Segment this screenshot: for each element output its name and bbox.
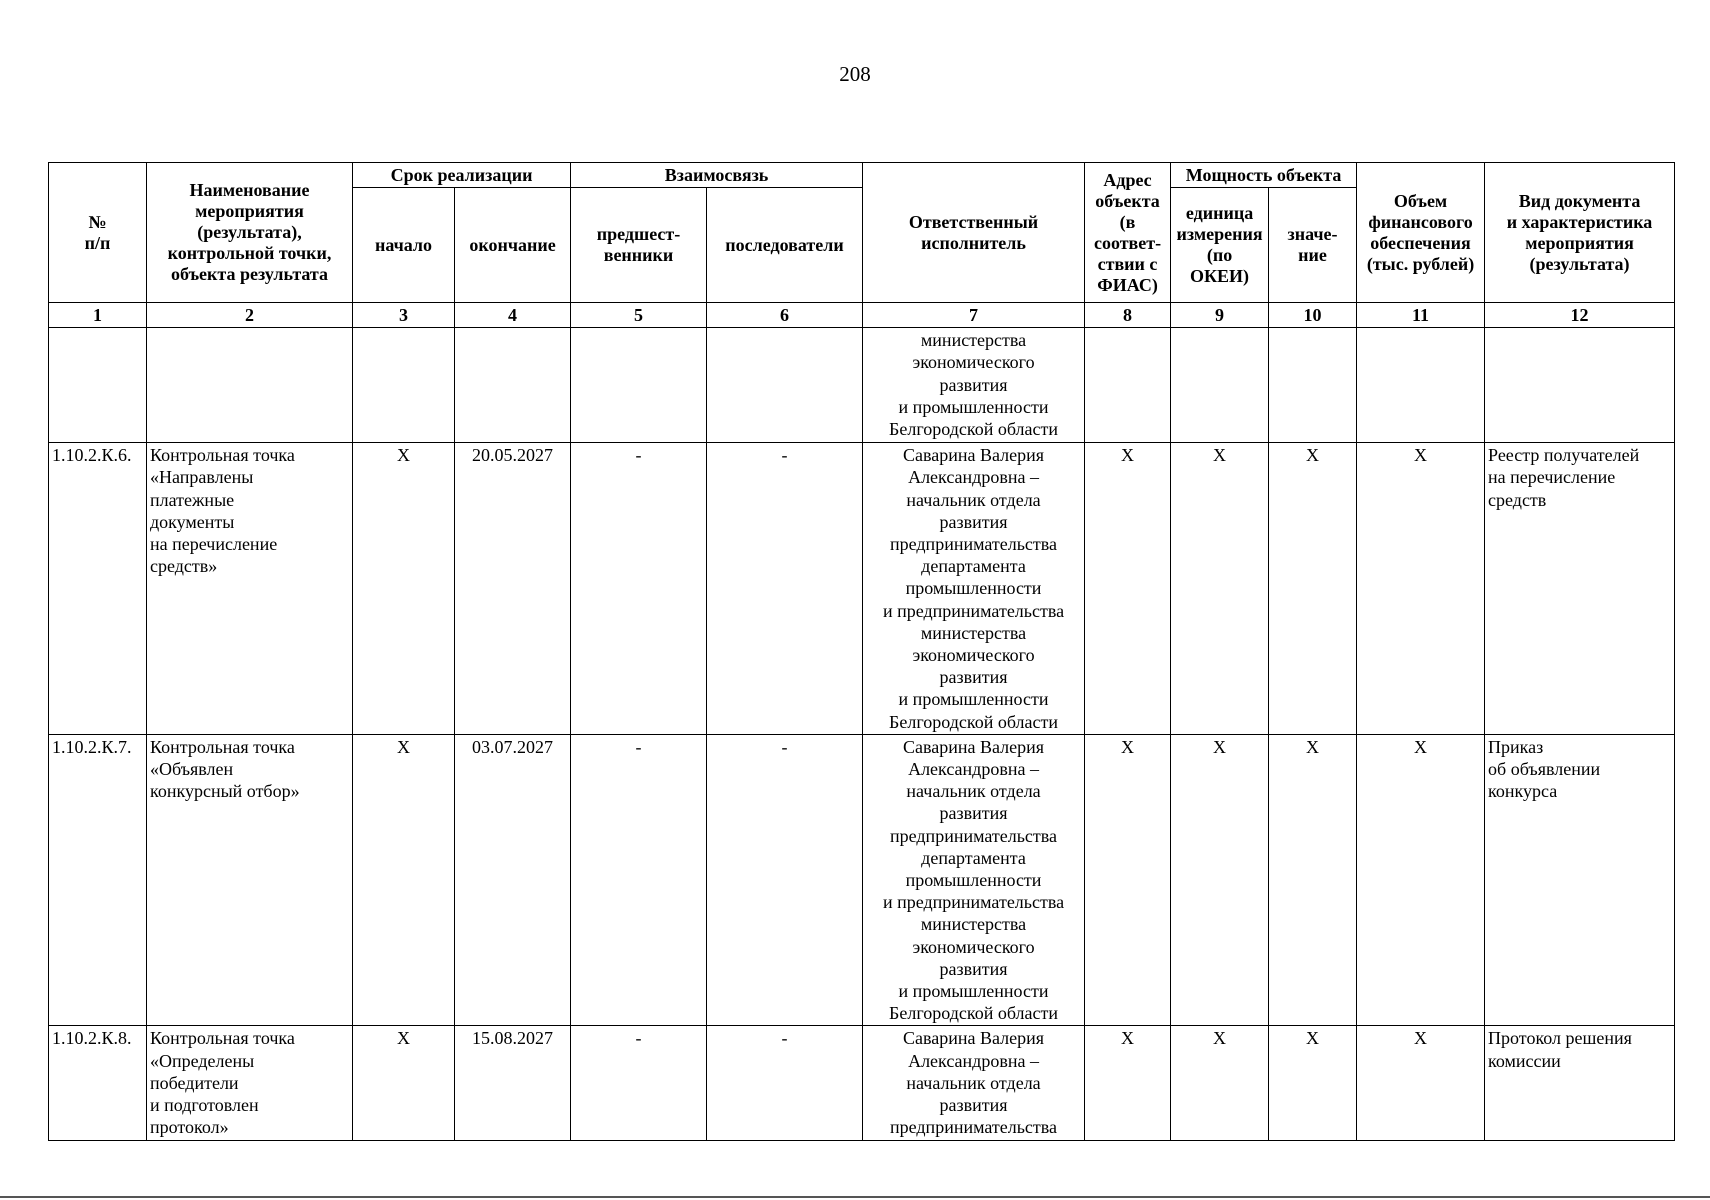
cell-end: 20.05.2027 (455, 443, 571, 735)
cell-finance: X (1357, 443, 1485, 735)
header-start: начало (353, 188, 455, 303)
cell-executor: Саварина Валерия Александровна – начальник отдела развития предпринимательства департамента промышленности и предпринимательства министерства экономического развития и промышленности Белгородской области (863, 734, 1085, 1026)
column-number: 2 (147, 303, 353, 328)
cell-unit: X (1171, 443, 1269, 735)
cell-address: X (1085, 443, 1171, 735)
cell-start: X (353, 443, 455, 735)
cell-value: X (1269, 734, 1357, 1026)
cell-value: X (1269, 443, 1357, 735)
cell-executor: Саварина Валерия Александровна – начальник отдела развития предпринимательства департамента промышленности и предпринимательства министерства экономического развития и промышленности Белгородской области (863, 443, 1085, 735)
header-executor: Ответственный исполнитель (863, 163, 1085, 303)
header-name: Наименование мероприятия (результата), контрольной точки, объекта результата (147, 163, 353, 303)
cell-successors: - (707, 734, 863, 1026)
cell-name: Контрольная точка «Направлены платежные документы на перечисление средств» (147, 443, 353, 735)
column-number: 1 (49, 303, 147, 328)
cell-address: X (1085, 734, 1171, 1026)
header-end: окончание (455, 188, 571, 303)
header-successors: последователи (707, 188, 863, 303)
header-predecessors: предшест- венники (571, 188, 707, 303)
table-row (49, 1026, 1675, 1140)
header-term-group: Срок реализации (353, 163, 571, 188)
column-number: 3 (353, 303, 455, 328)
cell-unit: X (1171, 734, 1269, 1026)
plan-table (48, 162, 1675, 1141)
header-doc: Вид документа и характеристика мероприятия (результата) (1485, 163, 1675, 303)
header-value: значе- ние (1269, 188, 1357, 303)
column-number: 7 (863, 303, 1085, 328)
column-number: 5 (571, 303, 707, 328)
column-number: 9 (1171, 303, 1269, 328)
cell-predecessors: - (571, 1026, 707, 1140)
header-finance: Объем финансового обеспечения (тыс. рублей) (1357, 163, 1485, 303)
cell-finance: X (1357, 1026, 1485, 1140)
cell-start: X (353, 1026, 455, 1140)
column-number: 11 (1357, 303, 1485, 328)
header-unit: единица измерения (по ОКЕИ) (1171, 188, 1269, 303)
cell-unit: X (1171, 1026, 1269, 1140)
cell-name: Контрольная точка «Объявлен конкурсный отбор» (147, 734, 353, 1026)
table-row (49, 734, 1675, 1026)
cell-successors: - (707, 443, 863, 735)
cell-predecessors: - (571, 443, 707, 735)
page-number: 208 (839, 62, 871, 86)
cell-predecessors: - (571, 734, 707, 1026)
cell-end: 15.08.2027 (455, 1026, 571, 1140)
cell-num: 1.10.2.К.7. (49, 734, 147, 1026)
cell-doc: Реестр получателей на перечисление средств (1485, 443, 1675, 735)
cell-executor: министерства экономического развития и промышленности Белгородской области (863, 328, 1085, 443)
cell-num: 1.10.2.К.8. (49, 1026, 147, 1140)
table-row-continuation (49, 328, 1675, 443)
cell-finance: X (1357, 734, 1485, 1026)
cell-successors: - (707, 1026, 863, 1140)
column-number-row (49, 303, 1675, 328)
column-number: 12 (1485, 303, 1675, 328)
header-num: № п/п (49, 163, 147, 303)
header-link-group: Взаимосвязь (571, 163, 863, 188)
cell-doc: Протокол решения комиссии (1485, 1026, 1675, 1140)
cell-value: X (1269, 1026, 1357, 1140)
table-row (49, 443, 1675, 735)
cell-doc: Приказ об объявлении конкурса (1485, 734, 1675, 1026)
cell-start: X (353, 734, 455, 1026)
cell-name: Контрольная точка «Определены победители и подготовлен протокол» (147, 1026, 353, 1140)
header-capacity-group: Мощность объекта (1171, 163, 1357, 188)
cell-executor: Саварина Валерия Александровна – начальник отдела развития предпринимательства (863, 1026, 1085, 1140)
column-number: 10 (1269, 303, 1357, 328)
cell-num: 1.10.2.К.6. (49, 443, 147, 735)
column-number: 6 (707, 303, 863, 328)
cell-address: X (1085, 1026, 1171, 1140)
cell-end: 03.07.2027 (455, 734, 571, 1026)
scan-edge-line (0, 1196, 1710, 1198)
column-number: 8 (1085, 303, 1171, 328)
column-number: 4 (455, 303, 571, 328)
header-address: Адрес объекта (в соответ- ствии с ФИАС) (1085, 163, 1171, 303)
